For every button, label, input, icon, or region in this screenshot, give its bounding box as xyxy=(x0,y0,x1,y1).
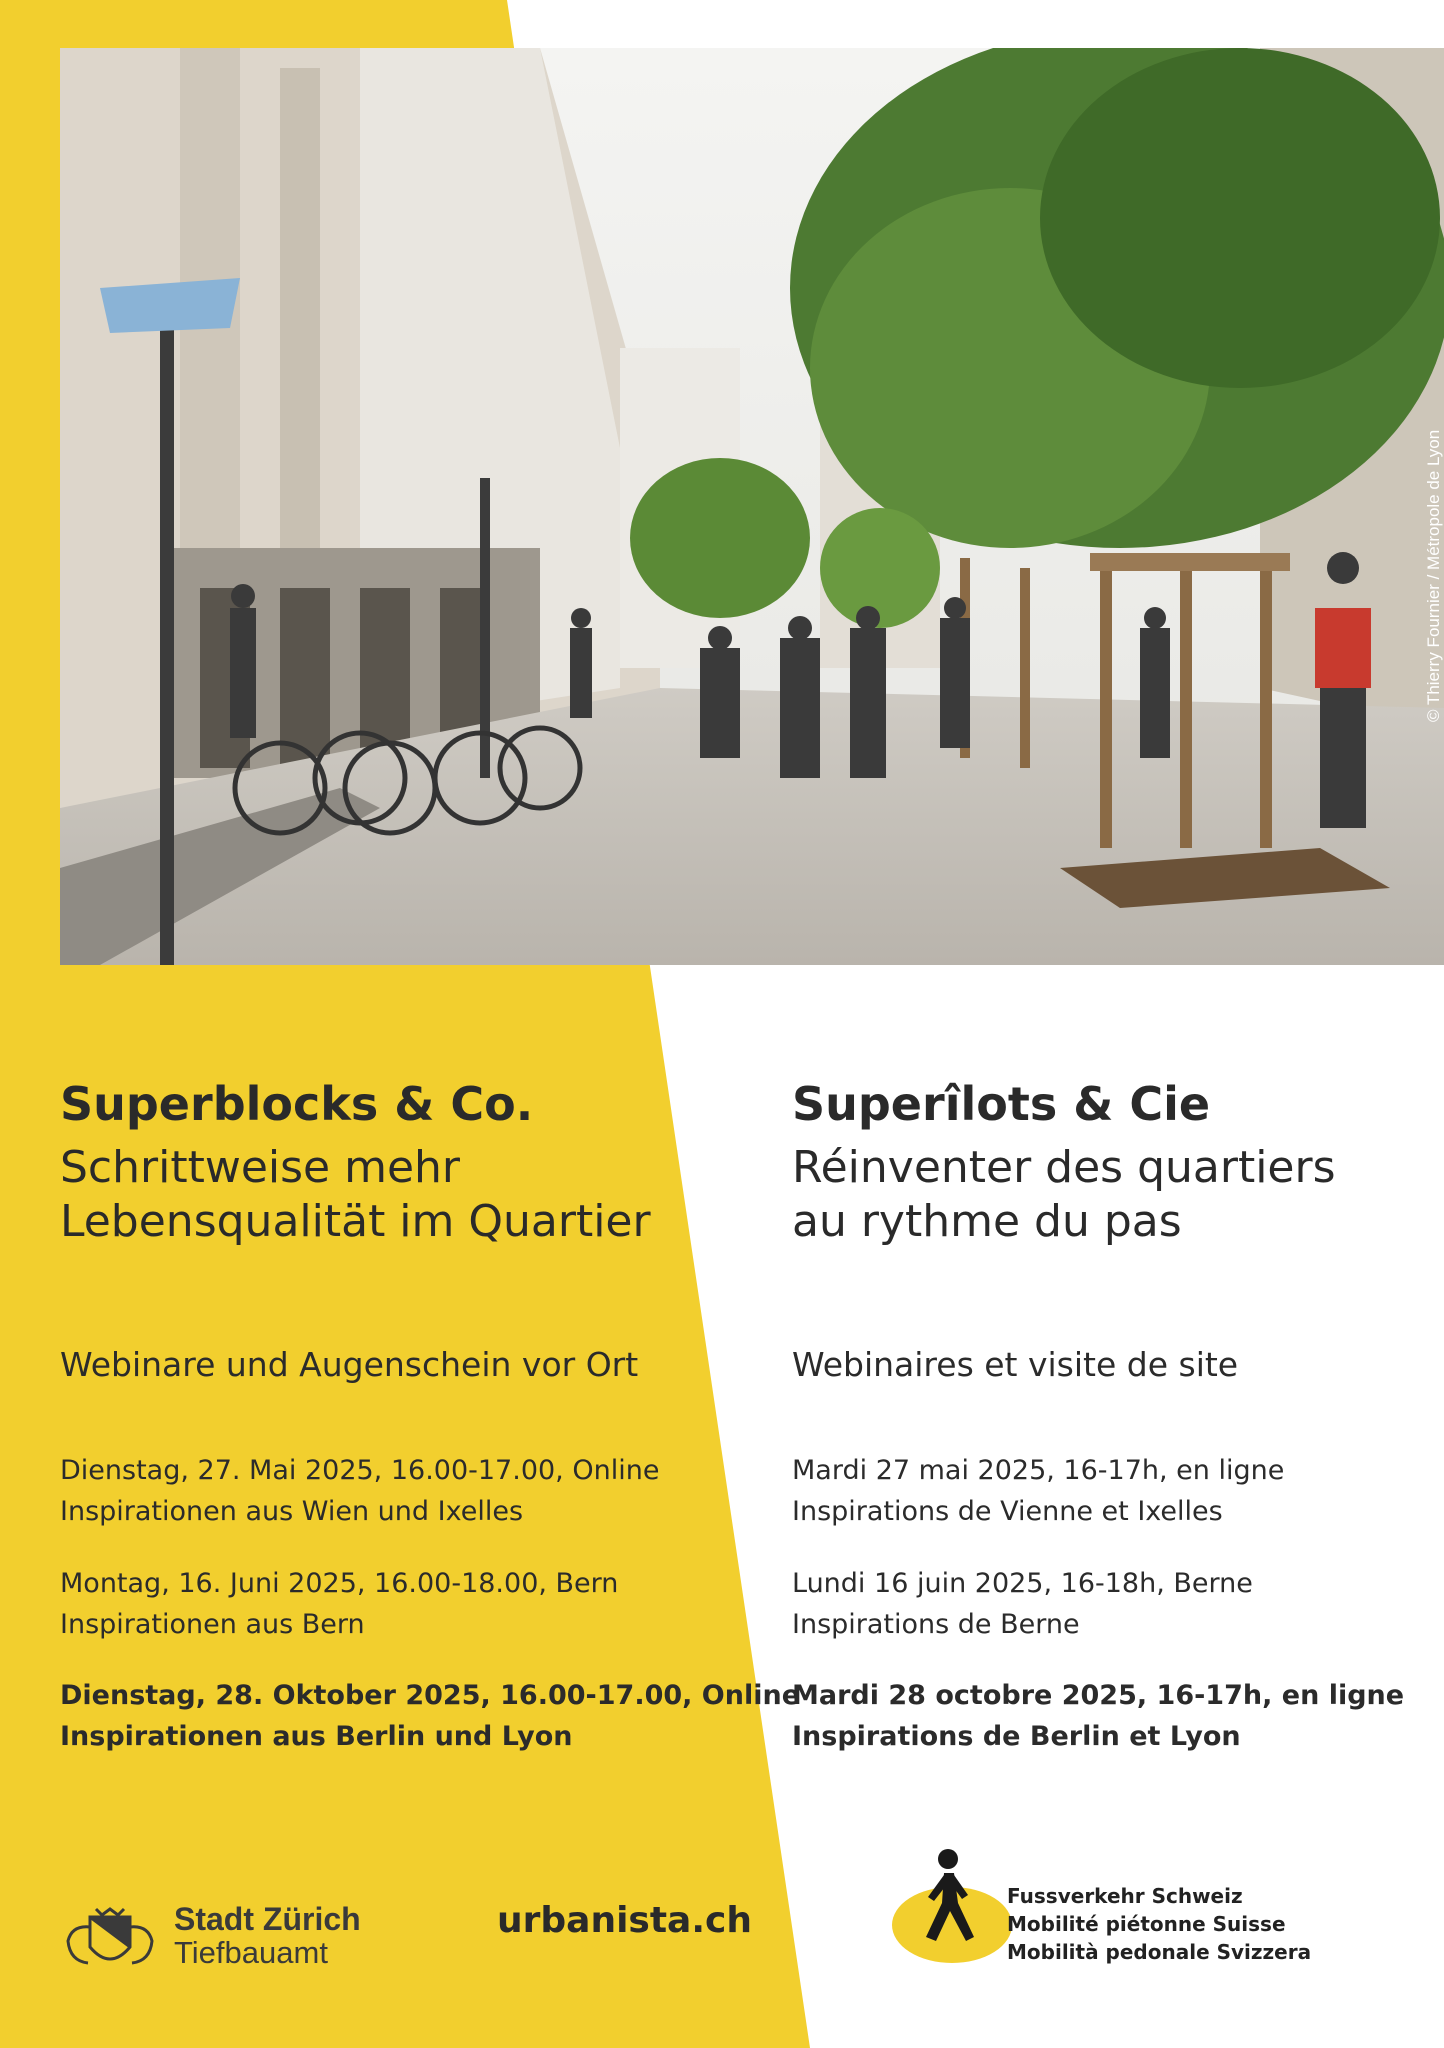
zurich-name: Stadt Zürich xyxy=(174,1901,361,1937)
german-tagline: Webinare und Augenschein vor Ort xyxy=(60,1345,639,1384)
french-event-2 xyxy=(792,1563,1253,1645)
german-event-1-topic: Inspirationen aus Wien und Ixelles xyxy=(60,1496,524,1527)
german-subtitle-line2: Lebensqualität im Quartier xyxy=(60,1196,651,1247)
german-title: Superblocks & Co. xyxy=(60,1077,534,1131)
german-event-2 xyxy=(60,1563,618,1645)
zurich-coat-of-arms-icon xyxy=(60,1905,160,1977)
street-photo-image xyxy=(60,48,1444,965)
fussverkehr-logo-text xyxy=(1007,1882,1311,1966)
french-event-3 xyxy=(792,1675,1404,1757)
french-subtitle-line2: au rythme du pas xyxy=(792,1196,1182,1247)
french-subtitle-line1: Réinventer des quartiers xyxy=(792,1142,1336,1193)
german-event-1 xyxy=(60,1450,659,1532)
french-event-1-topic: Inspirations de Vienne et Ixelles xyxy=(792,1496,1223,1527)
german-column xyxy=(60,1075,801,1752)
german-subtitle-line1: Schrittweise mehr xyxy=(60,1142,460,1193)
german-event-2-date: Montag, 16. Juni 2025, 16.00-18.00, Bern xyxy=(60,1568,619,1599)
fussverkehr-line-it: Mobilità pedonale Svizzera xyxy=(1007,1940,1312,1964)
german-event-3-topic: Inspirationen aus Berlin und Lyon xyxy=(60,1721,573,1752)
photo-credit: © Thierry Fournier / Métropole de Lyon xyxy=(1424,429,1443,722)
german-event-1-date: Dienstag, 27. Mai 2025, 16.00-17.00, Online xyxy=(60,1455,660,1486)
german-event-2-topic: Inspirationen aus Bern xyxy=(60,1609,365,1640)
fussverkehr-line-de: Fussverkehr Schweiz xyxy=(1007,1884,1243,1908)
french-event-1-date: Mardi 27 mai 2025, 16-17h, en ligne xyxy=(792,1455,1285,1486)
zurich-logo-text xyxy=(174,1902,361,1970)
german-event-3-date: Dienstag, 28. Oktober 2025, 16.00-17.00, Online xyxy=(60,1680,801,1711)
french-event-1 xyxy=(792,1450,1284,1532)
pedestrian-walking-icon xyxy=(892,1845,1022,1965)
french-event-3-topic: Inspirations de Berlin et Lyon xyxy=(792,1721,1241,1752)
french-tagline: Webinaires et visite de site xyxy=(792,1345,1239,1384)
fussverkehr-line-fr: Mobilité piétonne Suisse xyxy=(1007,1912,1286,1936)
french-column xyxy=(792,1075,1432,1752)
french-event-2-topic: Inspirations de Berne xyxy=(792,1609,1080,1640)
german-event-3 xyxy=(60,1675,800,1757)
french-event-2-date: Lundi 16 juin 2025, 16-18h, Berne xyxy=(792,1568,1253,1599)
french-title: Superîlots & Cie xyxy=(792,1077,1211,1131)
urbanista-logo: urbanista.ch xyxy=(497,1900,752,1941)
french-event-3-date: Mardi 28 octobre 2025, 16-17h, en ligne xyxy=(792,1680,1405,1711)
zurich-department: Tiefbauamt xyxy=(174,1935,328,1970)
